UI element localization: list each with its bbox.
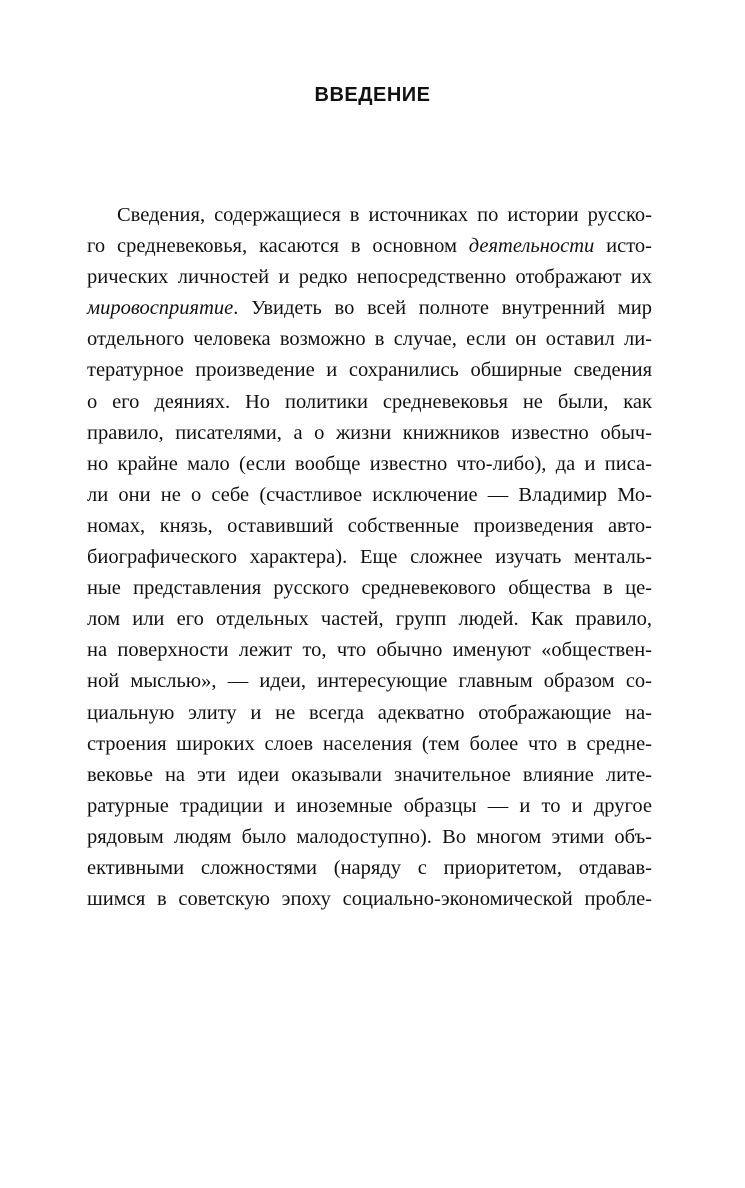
text-run: рядовым людям было малодоступно). Во многом этими объ- <box>87 825 652 848</box>
chapter-title: ВВЕДЕНИЕ <box>314 84 431 106</box>
text-line <box>87 200 652 231</box>
text-line <box>87 324 652 355</box>
text-run: номах, князь, оставивший собственные произведения авто- <box>87 514 652 537</box>
text-line <box>87 853 652 884</box>
text-run: . Увидеть во всей полноте внутренний мир <box>233 297 652 320</box>
text-line <box>87 698 652 729</box>
text-run: тературное произведение и сохранились обширные сведения <box>87 359 652 382</box>
text-run: рических личностей и редко непосредственно отображают их <box>87 266 652 289</box>
text-line <box>87 760 652 791</box>
text-line <box>87 604 652 635</box>
text-run: на поверхности лежит то, что обычно именуют «обществен- <box>87 639 652 662</box>
text-line <box>87 884 652 915</box>
italic-text: деятельности <box>468 235 595 258</box>
text-run: но крайне мало (если вообще известно что-либо), да и писа- <box>87 452 652 475</box>
text-run: правило, писателями, а о жизни книжников известно обыч- <box>87 421 652 444</box>
text-line <box>87 355 652 386</box>
body-paragraph <box>87 200 652 915</box>
text-run: го средневековья, касаются в основном <box>87 235 469 258</box>
text-line <box>87 573 652 604</box>
text-line <box>87 729 652 760</box>
text-line <box>87 262 652 293</box>
text-run: циальную элиту и не всегда адекватно отображающие на- <box>87 701 652 724</box>
text-line <box>87 635 652 666</box>
text-line <box>87 231 652 262</box>
text-run: вековье на эти идеи оказывали значительное влияние лите- <box>87 763 652 786</box>
text-line <box>87 293 652 324</box>
text-line <box>87 387 652 418</box>
text-run: о его деяниях. Но политики средневековья не были, как <box>87 390 652 413</box>
text-run: ли они не о себе (счастливое исключение — Владимир Мо- <box>87 483 652 506</box>
text-run: Сведения, содержащиеся в источниках по истории русско- <box>117 204 652 226</box>
text-run: исто- <box>594 235 652 258</box>
text-run: отдельного человека возможно в случае, если он оставил ли- <box>87 328 652 351</box>
text-run: ные представления русского средневекового общества в це- <box>87 577 652 600</box>
text-line <box>87 791 652 822</box>
italic-text: мировосприятие <box>87 297 234 320</box>
text-line <box>87 480 652 511</box>
text-line <box>87 822 652 853</box>
text-run: шимся в советскую эпоху социально-экономической пробле- <box>87 888 652 911</box>
text-line <box>87 542 652 573</box>
text-run: ективными сложностями (наряду с приоритетом, отдавав- <box>87 856 652 879</box>
text-line <box>87 511 652 542</box>
text-run: строения широких слоев населения (тем более что в средне- <box>87 732 652 755</box>
text-run: лом или его отдельных частей, групп людей. Как правило, <box>87 608 652 631</box>
text-line <box>87 449 652 480</box>
text-run: ной мыслью», — идеи, интересующие главным образом со- <box>87 670 652 693</box>
text-line <box>87 666 652 697</box>
text-run: ратурные традиции и иноземные образцы — и то и другое <box>87 794 652 817</box>
text-line <box>87 418 652 449</box>
text-run: биографического характера). Еще сложнее изучать менталь- <box>87 546 652 569</box>
